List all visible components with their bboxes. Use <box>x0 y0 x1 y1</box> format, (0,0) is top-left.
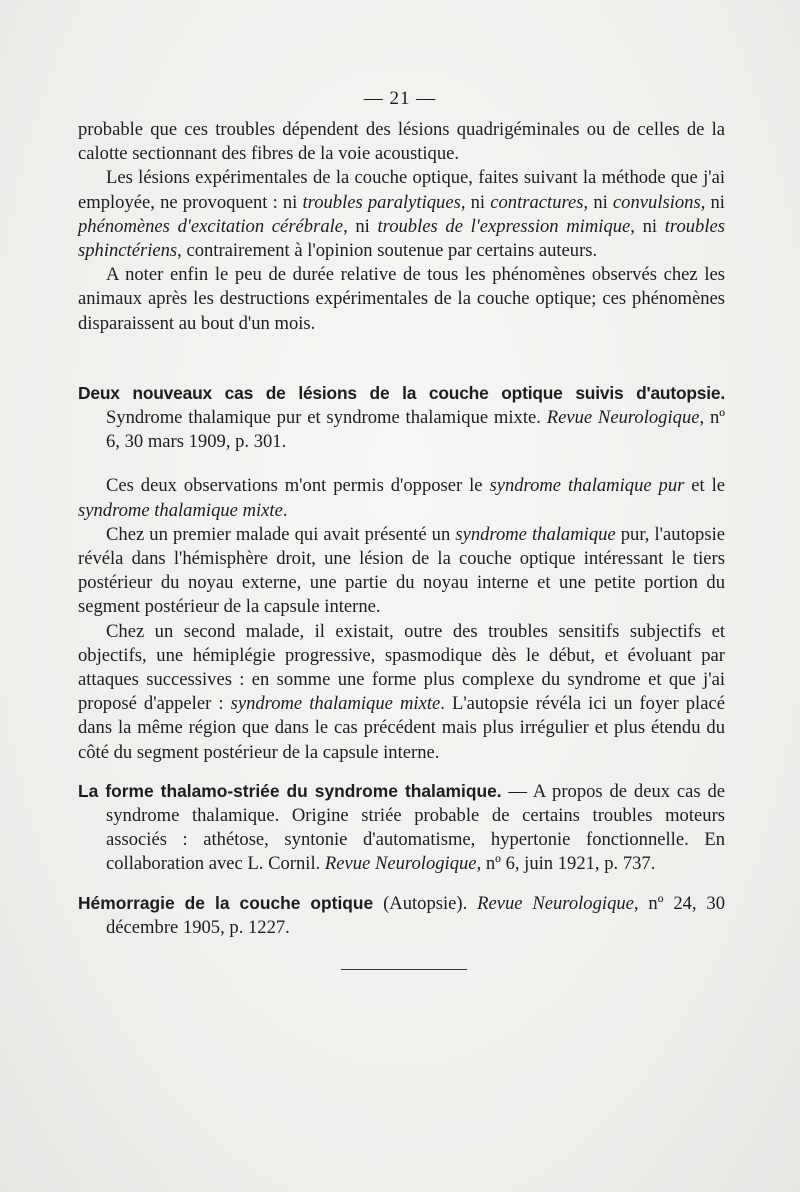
page-content <box>78 118 725 940</box>
page-number: — 21 — <box>363 88 437 109</box>
section-end-rule <box>341 969 467 970</box>
reference-1-paragraph-1: Ces deux observations m'ont permis d'opposer le syndrome thalamique pur et le syndrome thalamique mixte. <box>78 475 725 521</box>
reference-title: La forme thalamo-striée du syndrome thalamique. <box>78 780 502 801</box>
reference-entry-1: Deux nouveaux cas de lésions de la couche optique suivis d'autopsie. Syndrome thalamique pur et syndrome thalamique mixte. Revue Neurologique, nº 6, 30 mars 1909, p. 301. <box>78 382 725 453</box>
paragraph-continuation: probable que ces troubles dépendent des lésions quadrigéminales ou de celles de la calotte sectionnant des fibres de la voie acoustique. <box>78 119 725 165</box>
journal-name: Revue Neurologique <box>477 892 634 914</box>
reference-1-paragraph-2: Chez un premier malade qui avait présenté un syndrome thalamique pur, l'autopsie révéla dans l'hémisphère droit, une lésion de la couche optique intéressant le tiers postérieur du noyau externe, une partie du noyau interne et une petite portion du segment postérieur de la capsule interne. <box>78 523 725 618</box>
reference-1-paragraph-3: Chez un second malade, il existait, outre des troubles sensitifs subjectifs et objectifs, une hémiplégie progressive, spasmodique dès le début, et évoluant par attaques successives : en somme une forme plus complexe du syndrome et que j'ai proposé d'appeler : syndrome thalamique mixte. L'autopsie révéla ici un foyer placé dans la même région que dans le cas précédent mais plus irrégulier et plus étendu du côté du segment postérieur de la capsule interne. <box>78 620 725 763</box>
journal-name: Revue Neurologique <box>546 407 700 429</box>
paragraph-experimental-lesions: Les lésions expérimentales de la couche optique, faites suivant la méthode que j'ai employée, ne provoquent : ni troubles paralytiques, ni contractures, ni convulsions, ni phénomènes d'excitation cérébrale, ni troubles de l'expression mimique, ni troubles sphinctériens, contrairement à l'opinion soutenue par certains auteurs. <box>78 167 725 262</box>
reference-title: Hémorragie de la couche optique <box>78 892 374 913</box>
reference-title: Deux nouveaux cas de lésions de la couche optique suivis d'autopsie. <box>78 382 725 403</box>
reference-entry-2: La forme thalamo-striée du syndrome thalamique. — A propos de deux cas de syndrome thalamique. Origine striée probable de certains troubles moteurs associés : athétose, syntonie d'automatisme, hypertonie fonctionnelle. En collaboration avec L. Cornil. Revue Neurologique, nº 6, juin 1921, p. 737. <box>78 780 725 875</box>
journal-name: Revue Neurologique <box>324 853 477 875</box>
paragraph-duration-note: A noter enfin le peu de durée relative de tous les phénomènes observés chez les animaux après les destructions expérimentales de la couche optique; ces phénomènes disparaissent au bout d'un mois. <box>78 264 725 334</box>
reference-entry-3: Hémorragie de la couche optique (Autopsie). Revue Neurologique, nº 24, 30 décembre 1905, p. 1227. <box>78 892 725 938</box>
